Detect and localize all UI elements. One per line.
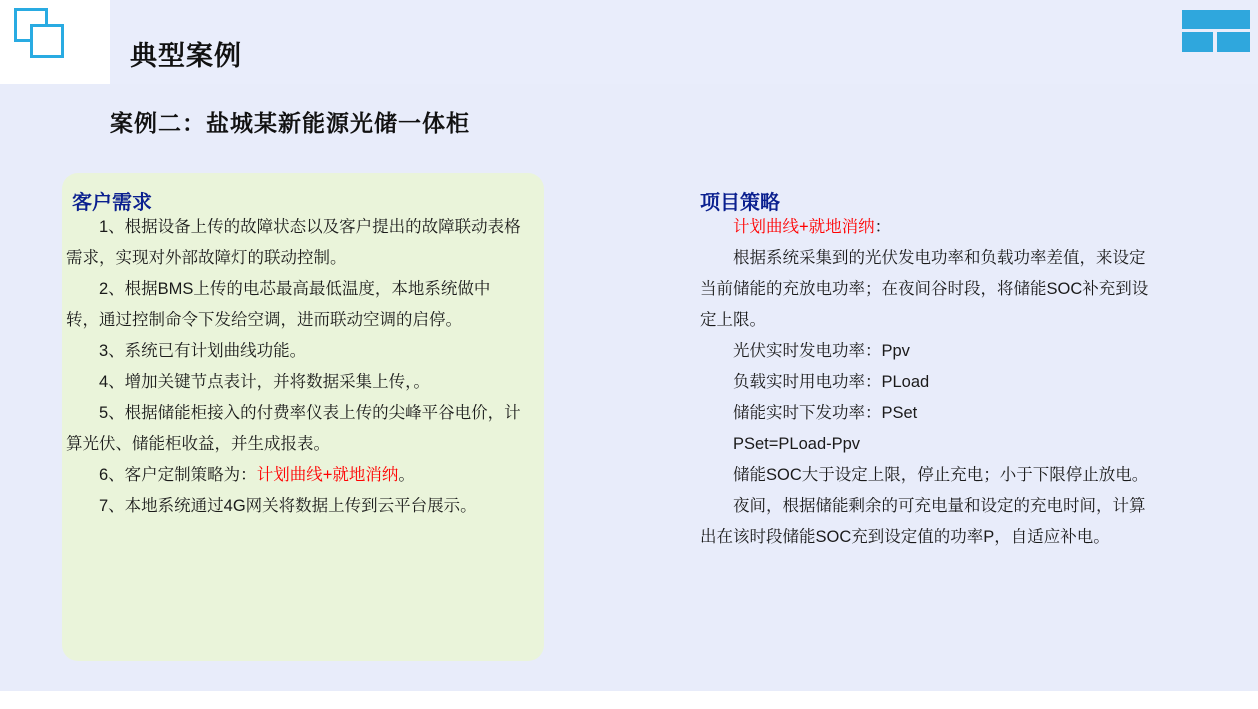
page-title: 典型案例: [130, 41, 242, 71]
project-strategy-heading: 项目策略: [700, 192, 780, 214]
logo-square-front: [30, 24, 64, 58]
list-item-custom-strategy: [66, 460, 521, 491]
list-item: 1、根据设备上传的故障状态以及客户提出的故障联动表格需求，实现对外部故障灯的联动控制。: [66, 218, 521, 267]
list-item: 4、增加关键节点表计，并将数据采集上传，。: [99, 373, 430, 391]
customer-requirements-heading: 客户需求: [72, 192, 152, 214]
strategy-paragraph: 储能实时下发功率：PSet: [733, 404, 918, 422]
list-item: 7、本地系统通过4G网关将数据上传到云平台展示。: [99, 497, 477, 515]
blue-blocks-decoration-icon: [1182, 10, 1250, 52]
deco-block-2: [1182, 32, 1213, 52]
project-strategy-content: [700, 212, 1152, 553]
list-item: 2、根据BMS上传的电芯最高最低温度，本地系统做中转，通过控制命令下发给空调，进而联动空调的启停。: [66, 280, 491, 329]
list-item: 3、系统已有计划曲线功能。: [99, 342, 307, 360]
strategy-colon: ：: [874, 218, 892, 236]
strategy-paragraph: 负载实时用电功率：PLoad: [733, 373, 930, 391]
strategy-paragraph: 夜间，根据储能剩余的可充电量和设定的充电时间，计算出在该时段储能SOC充到设定值的功率P，自适应补电。: [700, 497, 1146, 546]
deco-block-1: [1182, 10, 1250, 29]
case-subtitle: 案例二：盐城某新能源光储一体柜: [110, 110, 470, 136]
strategy-paragraph: PSet=PLoad-Ppv: [733, 435, 861, 453]
footer-strip: [0, 691, 1258, 709]
customer-requirements-list: [66, 212, 521, 522]
list-item-suffix: 。: [398, 466, 415, 484]
strategy-highlight: 计划曲线+就地消纳: [256, 466, 399, 484]
strategy-highlight: 计划曲线+就地消纳: [733, 218, 875, 236]
list-item-prefix: 6、客户定制策略为：: [99, 466, 257, 484]
strategy-paragraph: 光伏实时发电功率：Ppv: [733, 342, 910, 360]
strategy-paragraph: 根据系统采集到的光伏发电功率和负载功率差值，来设定当前储能的充放电功率；在夜间谷时段，将储能SOC补充到设定上限。: [700, 249, 1149, 329]
overlapping-squares-logo-icon: [14, 8, 72, 66]
strategy-paragraph: 储能SOC大于设定上限，停止充电；小于下限停止放电。: [733, 466, 1149, 484]
strategy-title-line: [700, 212, 1152, 243]
list-item: 5、根据储能柜接入的付费率仪表上传的尖峰平谷电价，计算光伏、储能柜收益，并生成报表。: [66, 404, 521, 453]
deco-block-3: [1217, 32, 1250, 52]
